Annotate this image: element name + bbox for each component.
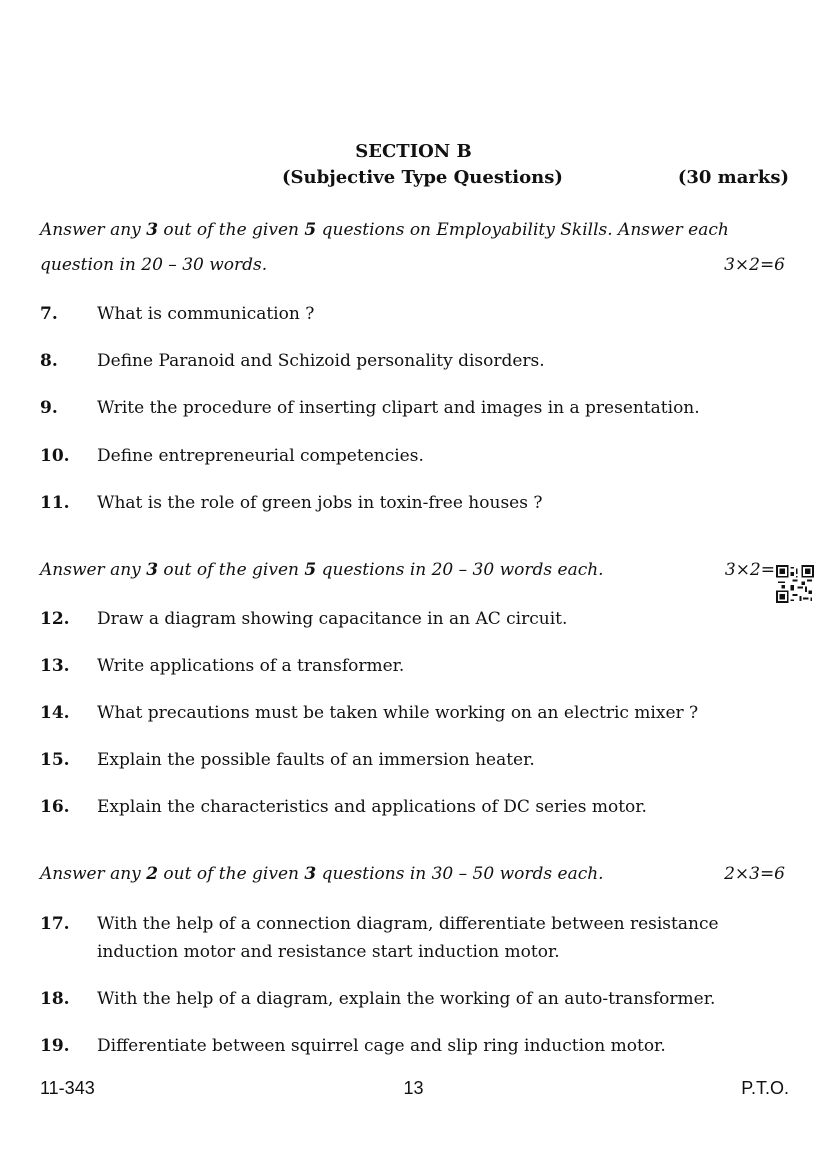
- question-number: 12.: [40, 609, 70, 629]
- paper-code: 11-343: [40, 1078, 95, 1098]
- instruction-text: Answer any: [40, 220, 147, 240]
- instruction-text: out of the given: [158, 864, 305, 884]
- qr-code-icon: [776, 565, 814, 603]
- instruction-count: 3: [146, 560, 159, 580]
- question-number: 13.: [40, 656, 70, 676]
- question-number: 19.: [40, 1036, 70, 1056]
- question-number: 8.: [40, 351, 58, 371]
- section-title: SECTION B: [355, 141, 472, 162]
- instruction-count: 3: [304, 864, 317, 884]
- question-number: 18.: [40, 989, 70, 1009]
- instruction-text: questions in 20 – 30 words each.: [316, 560, 604, 580]
- question-number: 7.: [40, 304, 58, 324]
- question-text: What is communication ?: [97, 304, 315, 324]
- question-text: Explain the characteristics and applications of DC series motor.: [97, 797, 647, 817]
- instruction-text: out of the given: [158, 560, 305, 580]
- question-text: Write applications of a transformer.: [97, 656, 405, 676]
- question-number: 14.: [40, 703, 70, 723]
- instruction-line: [40, 560, 604, 580]
- instruction-count: 5: [304, 560, 317, 580]
- section-marks: (30 marks): [677, 167, 789, 188]
- instruction-count: 3: [146, 220, 159, 240]
- question-text: Differentiate between squirrel cage and slip ring induction motor.: [97, 1036, 666, 1056]
- group-marks: 3×2=6: [724, 255, 785, 275]
- group-marks: 2×3=6: [724, 864, 785, 884]
- instruction-text: questions in 30 – 50 words each.: [316, 864, 604, 884]
- question-text: Write the procedure of inserting clipart and images in a presentation.: [97, 398, 700, 418]
- question-text: With the help of a connection diagram, differentiate between resistance induction motor and resistance start induction motor.: [97, 914, 719, 962]
- question-number: 17.: [40, 914, 70, 934]
- pto-label: P.T.O.: [741, 1078, 789, 1098]
- question-text: Draw a diagram showing capacitance in an AC circuit.: [97, 609, 568, 629]
- question-number: 9.: [40, 398, 58, 418]
- question-text: Define Paranoid and Schizoid personality disorders.: [97, 351, 545, 371]
- instruction-line: [40, 220, 729, 240]
- instruction-text: Answer any: [40, 560, 147, 580]
- instruction-count: 2: [146, 864, 159, 884]
- instruction-line: [40, 864, 604, 884]
- question-text: With the help of a diagram, explain the working of an auto-transformer.: [97, 989, 716, 1009]
- question-number: 16.: [40, 797, 70, 817]
- instruction-text: Answer any: [40, 864, 147, 884]
- question-text: What precautions must be taken while working on an electric mixer ?: [97, 703, 699, 723]
- question-number: 10.: [40, 446, 70, 466]
- question-number: 15.: [40, 750, 70, 770]
- question-text: What is the role of green jobs in toxin-free houses ?: [97, 493, 543, 513]
- page-number: 13: [403, 1078, 424, 1098]
- instruction-text: out of the given: [158, 220, 305, 240]
- question-text: Explain the possible faults of an immersion heater.: [97, 750, 535, 770]
- section-subtitle: (Subjective Type Questions): [282, 167, 563, 188]
- instruction-line-2: question in 20 – 30 words.: [40, 255, 268, 275]
- group-marks: 3×2=: [724, 560, 775, 580]
- instruction-text: questions on Employability Skills. Answer each: [316, 220, 729, 240]
- question-number: 11.: [40, 493, 70, 513]
- question-text: Define entrepreneurial competencies.: [97, 446, 424, 466]
- instruction-count: 5: [304, 220, 317, 240]
